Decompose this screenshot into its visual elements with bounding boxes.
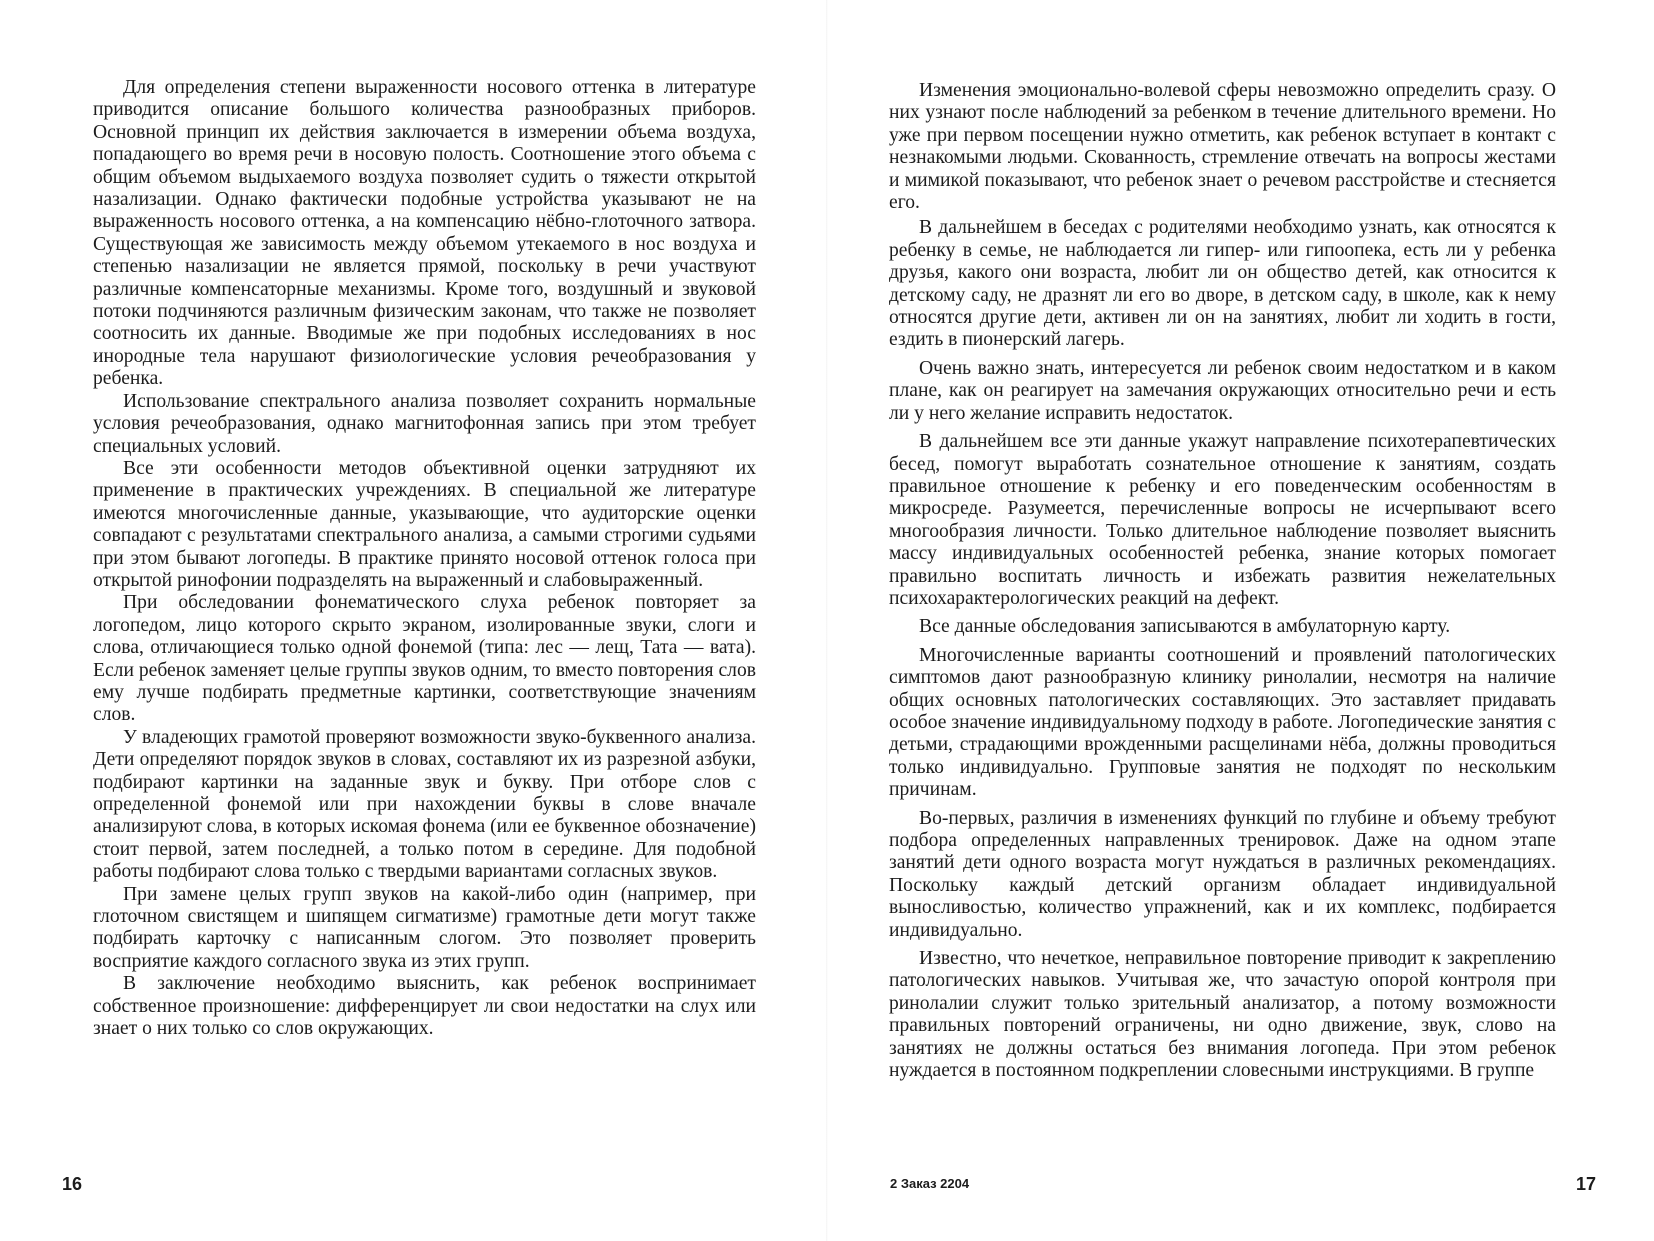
paragraph: Использование спектрального анализа позволяет сохранить нормальные условия речеобразования, однако магнитофонная запись при этом требует специальных условий. [93, 390, 756, 457]
paragraph: При обследовании фонематического слуха ребенок повторяет за логопедом, лицо которого скрыто экраном, изолированные звуки, слоги и слова, отличающиеся только одной фонемой (типа: лес — лещ, Тата — вата). Если ребенок заменяет целые группы звуков одним, то вместо повторения слов ему лучше подбирать предметные картинки, соответствующие значениям слов. [93, 592, 756, 726]
left-page-text [93, 77, 756, 1040]
page-number-left: 16 [62, 1174, 83, 1194]
right-page-text [889, 80, 1556, 1082]
paragraph: Очень важно знать, интересуется ли ребенок своим недостатком и в каком плане, как он реагирует на замечания окружающих относительно речи и есть ли у него желание исправить недостаток. [889, 357, 1556, 424]
paragraph: При замене целых групп звуков на какой-либо один (например, при глоточном свистящем и шипящем сигматизме) грамотные дети могут также подбирать карточку с написанным слогом. Это позволяет проверить восприятие каждого согласного звука из этих групп. [93, 883, 756, 972]
page-number-right: 17 [1575, 1174, 1596, 1194]
paragraph: В дальнейшем все эти данные укажут направление психотерапевтических бесед, помогут выработать сознательное отношение к занятиям, создать правильное отношение к ребенку и его поведенческим особенностям в микросреде. Разумеется, перечисленные вопросы не исчерпывают всего многообразия личности. Только длительное наблюдение позволяет выяснить массу индивидуальных особенностей ребенка, знание которых помогает правильно воспитать личность и избежать развития нежелательных психохарактерологических реакций на дефект. [889, 431, 1556, 609]
paragraph: Во-первых, различия в изменениях функций по глубине и объему требуют подбора определенных направленных тренировок. Даже на одном этапе занятий дети одного возраста могут нуждаться в различных рекомендациях. Поскольку каждый детский организм обладает индивидуальной выносливостью, количество упражнений, как и их комплекс, подбирается индивидуально. [889, 807, 1556, 941]
paragraph: У владеющих грамотой проверяют возможности звуко-буквенного анализа. Дети определяют порядок звуков в словах, составляют их из разрезной азбуки, подбирают картинки на заданные звук и букву. При отборе слов с определенной фонемой или при нахождении буквы в слове вначале анализируют слова, в которых искомая фонема (или ее буквенное обозначение) стоит первой, затем последней, а только потом в середине. Для подобной работы подбирают слова только с твердыми вариантами согласных звуков. [93, 726, 756, 883]
paragraph: В дальнейшем в беседах с родителями необходимо узнать, как относятся к ребенку в семье, не наблюдается ли гипер- или гипоопека, есть ли у ребенка друзья, какого они возраста, любит ли он общество детей, как относится к детскому саду, не дразнят ли его во дворе, в детском саду, в школе, как к нему относятся другие дети, активен ли он на занятиях, любит ли ходить в гости, ездить в пионерский лагерь. [889, 217, 1556, 351]
paragraph: Все эти особенности методов объективной оценки затрудняют их применение в практических учреждениях. В специальной же литературе имеются многочисленные данные, указывающие, что аудиторские оценки совпадают с результатами спектрального анализа, а самыми строгими судьями при этом бывают логопеды. В практике принято носовой оттенок голоса при открытой ринофонии подразделять на выраженный и слабовыраженный. [93, 457, 756, 591]
paragraph: Изменения эмоционально-волевой сферы невозможно определить сразу. О них узнают после наблюдений за ребенком в течение длительного времени. Но уже при первом посещении нужно отметить, как ребенок вступает в контакт с незнакомыми людьми. Скованность, стремление отвечать на вопросы жестами и мимикой показывают, что ребенок знает о речевом расстройстве и стесняется его. [889, 80, 1556, 214]
printing-order-note: 2 Заказ 2204 [890, 1176, 970, 1191]
right-page [827, 0, 1654, 1241]
paragraph: Все данные обследования записываются в амбулаторную карту. [919, 616, 1451, 638]
paragraph: В заключение необходимо выяснить, как ребенок воспринимает собственное произношение: дифференцирует ли свои недостатки на слух или знает о них только со слов окружающих. [93, 973, 756, 1040]
paragraph: Известно, что нечеткое, неправильное повторение приводит к закреплению патологических навыков. Учитывая же, что зачастую опорой контроля при ринолалии служит только зрительный анализатор, а потому возможности правильных повторений ограничены, ни одно движение, звук, слово на занятиях не должны остаться без внимания логопеда. При этом ребенок нуждается в постоянном подкреплении словесными инструкциями. В группе [889, 948, 1556, 1082]
paragraph: Многочисленные варианты соотношений и проявлений патологических симптомов дают разнообразную клинику ринолалии, несмотря на наличие общих основных патологических составляющих. Это заставляет придавать особое значение индивидуальному подходу в работе. Логопедические занятия с детьми, страдающими врожденными расщелинами нёба, должны проводиться только индивидуально. Групповые занятия не подходят по нескольким причинам. [889, 644, 1556, 801]
paragraph: Для определения степени выраженности носового оттенка в литературе приводится описание большого количества разнообразных приборов. Основной принцип их действия заключается в измерении объема воздуха, попадающего во время речи в носовую полость. Соотношение этого объема с общим объемом выдыхаемого воздуха позволяет судить о тяжести открытой назализации. Однако фактически подобные устройства указывают не на выраженность носового оттенка, а на компенсацию нёбно-глоточного затвора. Существующая же зависимость между объемом утекаемого в нос воздуха и степенью назализации не является прямой, поскольку в речи участвуют различные компенсаторные механизмы. Кроме того, воздушный и звуковой потоки подчиняются различным физическим законам, что также не позволяет соотносить их данные. Вводимые же при подобных исследованиях в нос инородные тела нарушают физиологические условия речеобразования у ребенка. [93, 77, 756, 390]
